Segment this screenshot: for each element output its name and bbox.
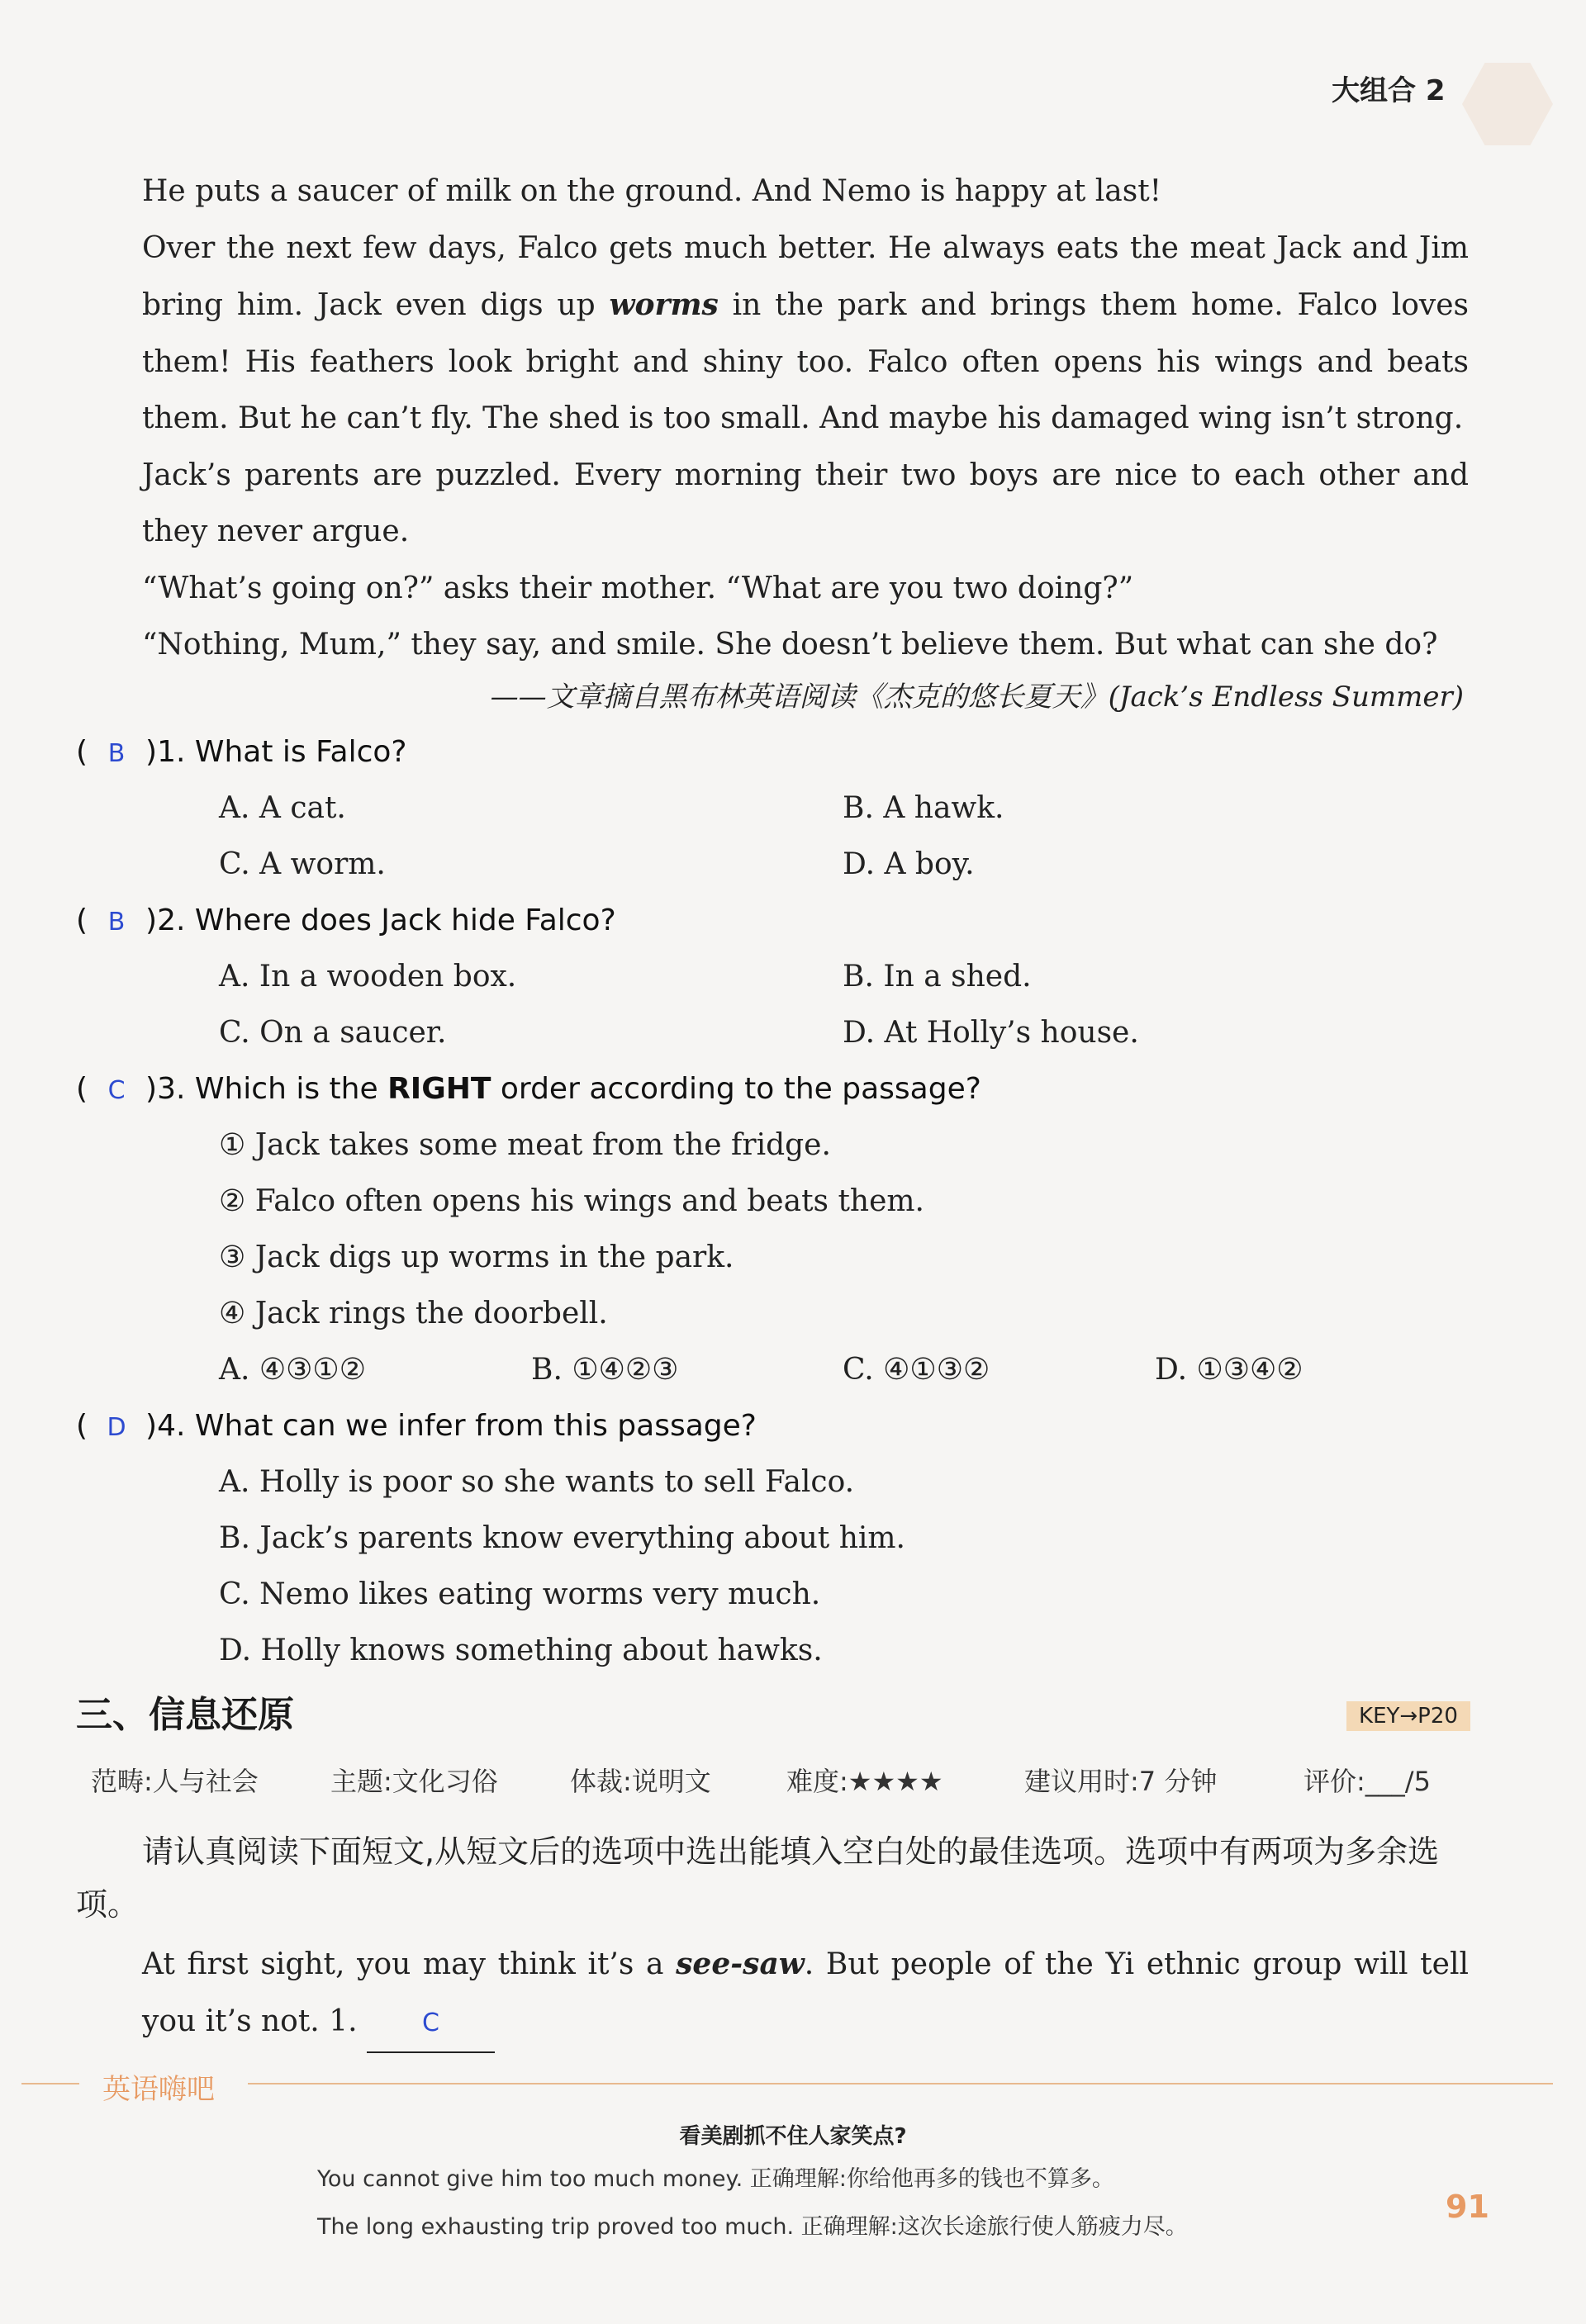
passage-paragraph-5: “Nothing, Mum,” they say, and smile. She doesn’t believe them. But what can she do? xyxy=(142,628,1438,662)
passage-paragraph-3: Jack’s parents are puzzled. Every morning their two boys are nice to each other and they never argue. xyxy=(142,458,1469,548)
question-2: ( B )2. Where does Jack hide Falco? xyxy=(76,904,616,937)
q4-option-c: C. Nemo likes eating worms very much. xyxy=(219,1577,821,1611)
q2-option-d: D. At Holly’s house. xyxy=(843,1016,1139,1050)
passage-paragraph-4: “What’s going on?” asks their mother. “What are you two doing?” xyxy=(142,571,1134,605)
meta-score: 评价:___/5 xyxy=(1303,1766,1431,1797)
blank-1[interactable]: C xyxy=(367,1995,495,2054)
q3-option-b: B. ①④②③ xyxy=(531,1353,679,1387)
q3-option-c: C. ④①③② xyxy=(843,1353,990,1387)
q3-item-2: ② Falco often opens his wings and beats them. xyxy=(219,1184,924,1218)
section3-text: At first sight, you may think it’s a see-saw. But people of the Yi ethnic group will tell you it’s not. 1. C xyxy=(76,1936,1469,2053)
passage-paragraph-2: Over the next few days, Falco gets much better. He always eats the meat Jack and Jim bring him. Jack even digs up worms in the park and brings them home. Falco loves them! His feathers look bright and shiny too. Falco often opens his wings and beats them. But he can’t fly. The shed is too small. And maybe his damaged wing isn’t strong. xyxy=(142,230,1469,435)
question-3: ( C )3. Which is the RIGHT order according to the passage? xyxy=(76,1072,981,1106)
footer-line-1: You cannot give him too much money. 正确理解:你给他再多的钱也不算多。 xyxy=(317,2166,1114,2192)
footer-divider-left xyxy=(21,2083,79,2084)
q2-option-c: C. On a saucer. xyxy=(219,1016,447,1050)
footer-line-2: The long exhausting trip proved too much. 正确理解:这次长途旅行使人筋疲力尽。 xyxy=(317,2214,1188,2240)
meta-theme: 主题:文化习俗 xyxy=(330,1766,498,1797)
passage-line-1: He puts a saucer of milk on the ground. And Nemo is happy at last! xyxy=(142,174,1162,208)
answer-1: B xyxy=(107,739,126,768)
meta-difficulty: 难度:★★★★ xyxy=(786,1766,943,1797)
hexagon-decoration-icon xyxy=(1462,63,1553,145)
meta-category: 范畴:人与社会 xyxy=(91,1766,259,1797)
meta-genre: 体裁:说明文 xyxy=(570,1766,711,1797)
q1-option-c: C. A worm. xyxy=(219,847,386,881)
q3-item-4: ④ Jack rings the doorbell. xyxy=(219,1297,608,1330)
footer-brand: 英语嗨吧 xyxy=(102,2073,215,2106)
answer-4: D xyxy=(107,1413,126,1442)
q1-option-a: A. A cat. xyxy=(219,791,346,825)
question-4-stem: )4. What can we infer from this passage? xyxy=(145,1409,757,1443)
question-2-stem: )2. Where does Jack hide Falco? xyxy=(145,904,616,937)
q3-item-3: ③ Jack digs up worms in the park. xyxy=(219,1240,734,1274)
q1-option-b: B. A hawk. xyxy=(843,791,1004,825)
question-4: ( D )4. What can we infer from this passage? xyxy=(76,1409,757,1443)
answer-2: B xyxy=(107,908,126,937)
footer-title: 看美剧抓不住人家笑点? xyxy=(679,2124,907,2149)
section-title: 三、信息还原 xyxy=(76,1694,294,1736)
answer-3: C xyxy=(107,1076,126,1105)
q4-option-b: B. Jack’s parents know everything about him. xyxy=(219,1521,905,1555)
section-tag: 大组合 2 xyxy=(1332,74,1446,107)
q2-option-b: B. In a shed. xyxy=(843,960,1032,994)
footer-divider xyxy=(248,2083,1553,2084)
q4-option-a: A. Holly is poor so she wants to sell Falco. xyxy=(219,1465,855,1499)
page-number: 91 xyxy=(1446,2189,1489,2225)
answer-key-link[interactable]: KEY→P20 xyxy=(1346,1701,1470,1731)
q3-item-1: ① Jack takes some meat from the fridge. xyxy=(219,1128,831,1162)
passage-source: ——文章摘自黑布林英语阅读《杰克的悠长夏天》(Jack’s Endless Summer) xyxy=(490,681,1464,714)
passage xyxy=(76,164,1469,674)
question-1-stem: )1. What is Falco? xyxy=(145,735,407,769)
meta-suggested-time: 建议用时:7 分钟 xyxy=(1024,1766,1218,1797)
q3-option-a: A. ④③①② xyxy=(219,1353,366,1387)
q4-option-d: D. Holly knows something about hawks. xyxy=(219,1634,823,1667)
instruction: 请认真阅读下面短文,从短文后的选项中选出能填入空白处的最佳选项。选项中有两项为多余选项。 xyxy=(76,1833,1440,1923)
q3-option-d: D. ①③④② xyxy=(1155,1353,1303,1387)
question-1: ( B )1. What is Falco? xyxy=(76,735,407,769)
q2-option-a: A. In a wooden box. xyxy=(219,960,517,994)
q1-option-d: D. A boy. xyxy=(843,847,975,881)
